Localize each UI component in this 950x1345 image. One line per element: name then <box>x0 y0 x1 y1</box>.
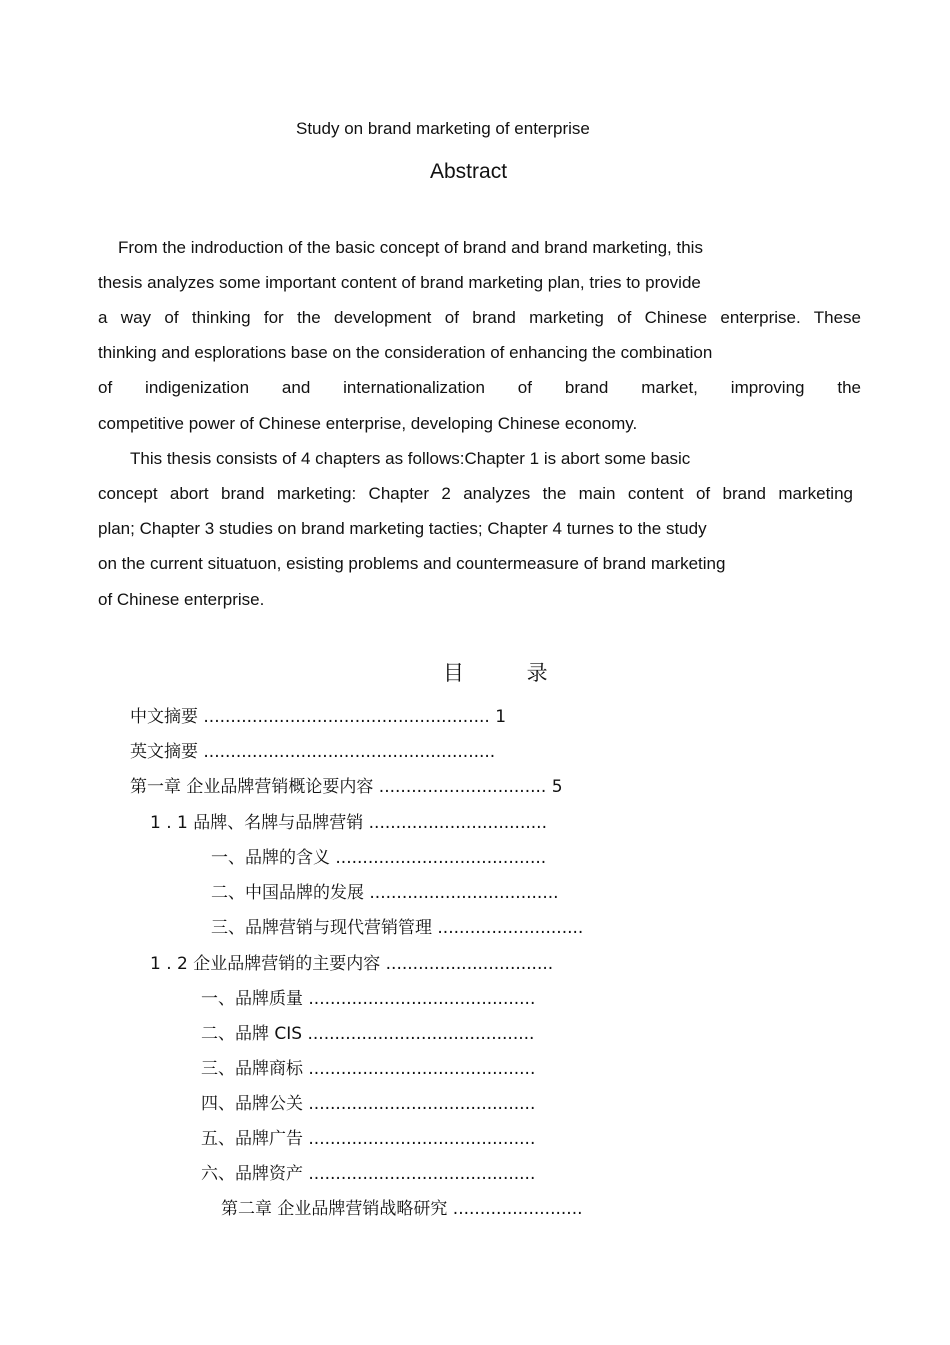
toc-entry: 中文摘要 ..................................................... 1 <box>130 707 507 727</box>
toc-entry: 四、品牌公关 .......................................... <box>201 1094 536 1114</box>
abstract-line: a way of thinking for the development of brand marketing of Chinese enterprise. These <box>98 308 861 327</box>
toc-entry: 1 . 1 品牌、名牌与品牌营销 ................................. <box>150 813 547 833</box>
toc-entry: 二、中国品牌的发展 ................................... <box>211 883 559 903</box>
abstract-line: thesis analyzes some important content of brand marketing plan, tries to provide <box>98 273 701 292</box>
abstract-line: competitive power of Chinese enterprise, developing Chinese economy. <box>98 414 638 433</box>
document-title: Study on brand marketing of enterprise <box>296 119 590 138</box>
abstract-line: of indigenization and internationalization of brand market, improving the <box>98 378 861 397</box>
toc-title: 目 录 <box>443 661 576 685</box>
toc-entry: 1 . 2 企业品牌营销的主要内容 ............................... <box>150 954 554 974</box>
toc-entry: 英文摘要 ...................................................... <box>130 742 496 762</box>
abstract-line: of Chinese enterprise. <box>98 590 265 609</box>
abstract-line: thinking and esplorations base on the consideration of enhancing the combination <box>98 343 713 362</box>
toc-entry: 第二章 企业品牌营销战略研究 ........................ <box>221 1199 583 1219</box>
toc-entry: 第一章 企业品牌营销概论要内容 ............................... 5 <box>130 777 563 797</box>
abstract-line: From the indroduction of the basic concept of brand and brand marketing, this <box>118 238 703 257</box>
toc-entry: 一、品牌质量 .......................................... <box>201 989 536 1009</box>
abstract-line: plan; Chapter 3 studies on brand marketing tacties; Chapter 4 turnes to the study <box>98 519 707 538</box>
toc-entry: 一、品牌的含义 ....................................... <box>211 848 547 868</box>
abstract-line: This thesis consists of 4 chapters as follows:Chapter 1 is abort some basic <box>130 449 691 468</box>
toc-entry: 三、品牌营销与现代营销管理 ........................... <box>211 918 584 938</box>
toc-entry: 六、品牌资产 .......................................... <box>201 1164 536 1184</box>
abstract-line: concept abort brand marketing: Chapter 2 analyzes the main content of brand marketing <box>98 484 853 503</box>
toc-entry: 五、品牌广告 .......................................... <box>201 1129 536 1149</box>
abstract-heading: Abstract <box>430 160 508 183</box>
toc-entry: 二、品牌 CIS .......................................... <box>201 1024 535 1044</box>
abstract-line: on the current situatuon, esisting problems and countermeasure of brand marketing <box>98 554 726 573</box>
toc-entry: 三、品牌商标 .......................................... <box>201 1059 536 1079</box>
